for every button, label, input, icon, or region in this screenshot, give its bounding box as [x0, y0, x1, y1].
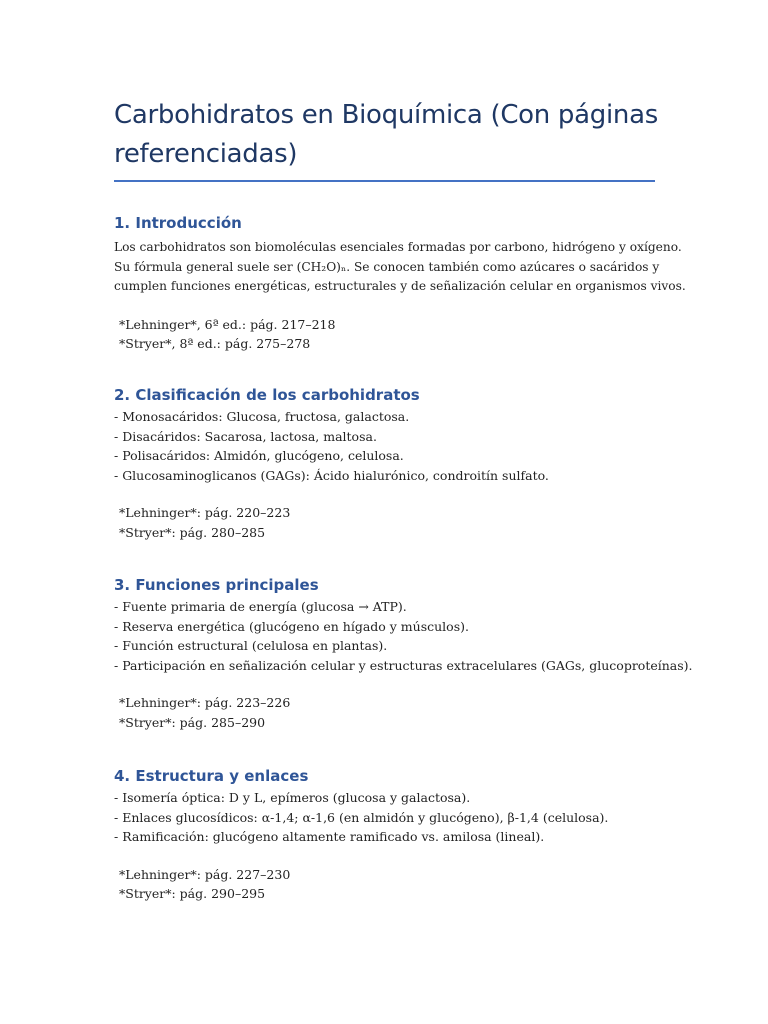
section-introduccion [114, 212, 686, 354]
bullet-list [114, 407, 674, 485]
section-estructura [114, 765, 674, 904]
reference-list [114, 503, 674, 542]
list-item: - Fuente primaria de energía (glucosa → ATP). [114, 599, 407, 614]
section-heading: 2. Clasificación de los carbohidratos [114, 386, 420, 404]
reference-item: *Stryer*: pág. 290–295 [119, 886, 266, 901]
list-item: - Participación en señalización celular y estructuras extracelulares (GAGs, glucoproteínas). [114, 657, 693, 673]
reference-item: *Stryer*: pág. 280–285 [119, 524, 266, 540]
reference-item: *Lehninger*: pág. 220–223 [119, 505, 291, 520]
section-funciones [114, 574, 693, 732]
list-item: - Monosacáridos: Glucosa, fructosa, galactosa. [114, 409, 410, 424]
document-title: Carbohidratos en Bioquímica (Con páginas referenciadas) [114, 100, 658, 169]
list-item: - Función estructural (celulosa en plantas). [114, 638, 388, 653]
paragraph-line: Los carbohidratos son biomoléculas esenciales formadas por carbono, hidrógeno y oxígeno. [114, 240, 682, 254]
reference-item: *Lehninger*, 6ª ed.: pág. 217–218 [119, 316, 336, 332]
reference-list [114, 693, 674, 732]
section-heading: 3. Funciones principales [114, 576, 319, 594]
reference-item: *Lehninger*: pág. 227–230 [119, 866, 291, 882]
section-paragraph [114, 238, 686, 297]
list-item: - Disacáridos: Sacarosa, lactosa, maltosa. [114, 428, 377, 444]
section-heading: 4. Estructura y enlaces [114, 767, 309, 785]
reference-list [114, 315, 674, 354]
list-item: - Enlaces glucosídicos: α-1,4; α-1,6 (en almidón y glucógeno), β-1,4 (celulosa). [114, 809, 609, 825]
bullet-list [114, 597, 693, 675]
paragraph-line: Su fórmula general suele ser (CH₂O)ₙ. Se conocen también como azúcares o sacáridos y [114, 259, 660, 274]
list-item: - Ramificación: glucógeno altamente ramificado vs. amilosa (lineal). [114, 829, 545, 844]
title-underline [114, 180, 655, 182]
reference-item: *Lehninger*: pág. 223–226 [119, 695, 291, 710]
list-item: - Reserva energética (glucógeno en hígado y músculos). [114, 618, 469, 634]
bullet-list [114, 788, 674, 847]
list-item: - Isomería óptica: D y L, epímeros (glucosa y galactosa). [114, 790, 471, 805]
paragraph-line: cumplen funciones energéticas, estructurales y de señalización celular en organismos vivos. [114, 279, 686, 293]
list-item: - Polisacáridos: Almidón, glucógeno, celulosa. [114, 448, 404, 463]
reference-item: *Stryer*, 8ª ed.: pág. 275–278 [119, 336, 311, 351]
list-item: - Glucosaminoglicanos (GAGs): Ácido hialurónico, condroitín sulfato. [114, 467, 549, 483]
section-heading: 1. Introducción [114, 214, 242, 232]
section-clasificacion [114, 384, 674, 542]
reference-list [114, 865, 674, 904]
reference-item: *Stryer*: pág. 285–290 [119, 714, 266, 730]
